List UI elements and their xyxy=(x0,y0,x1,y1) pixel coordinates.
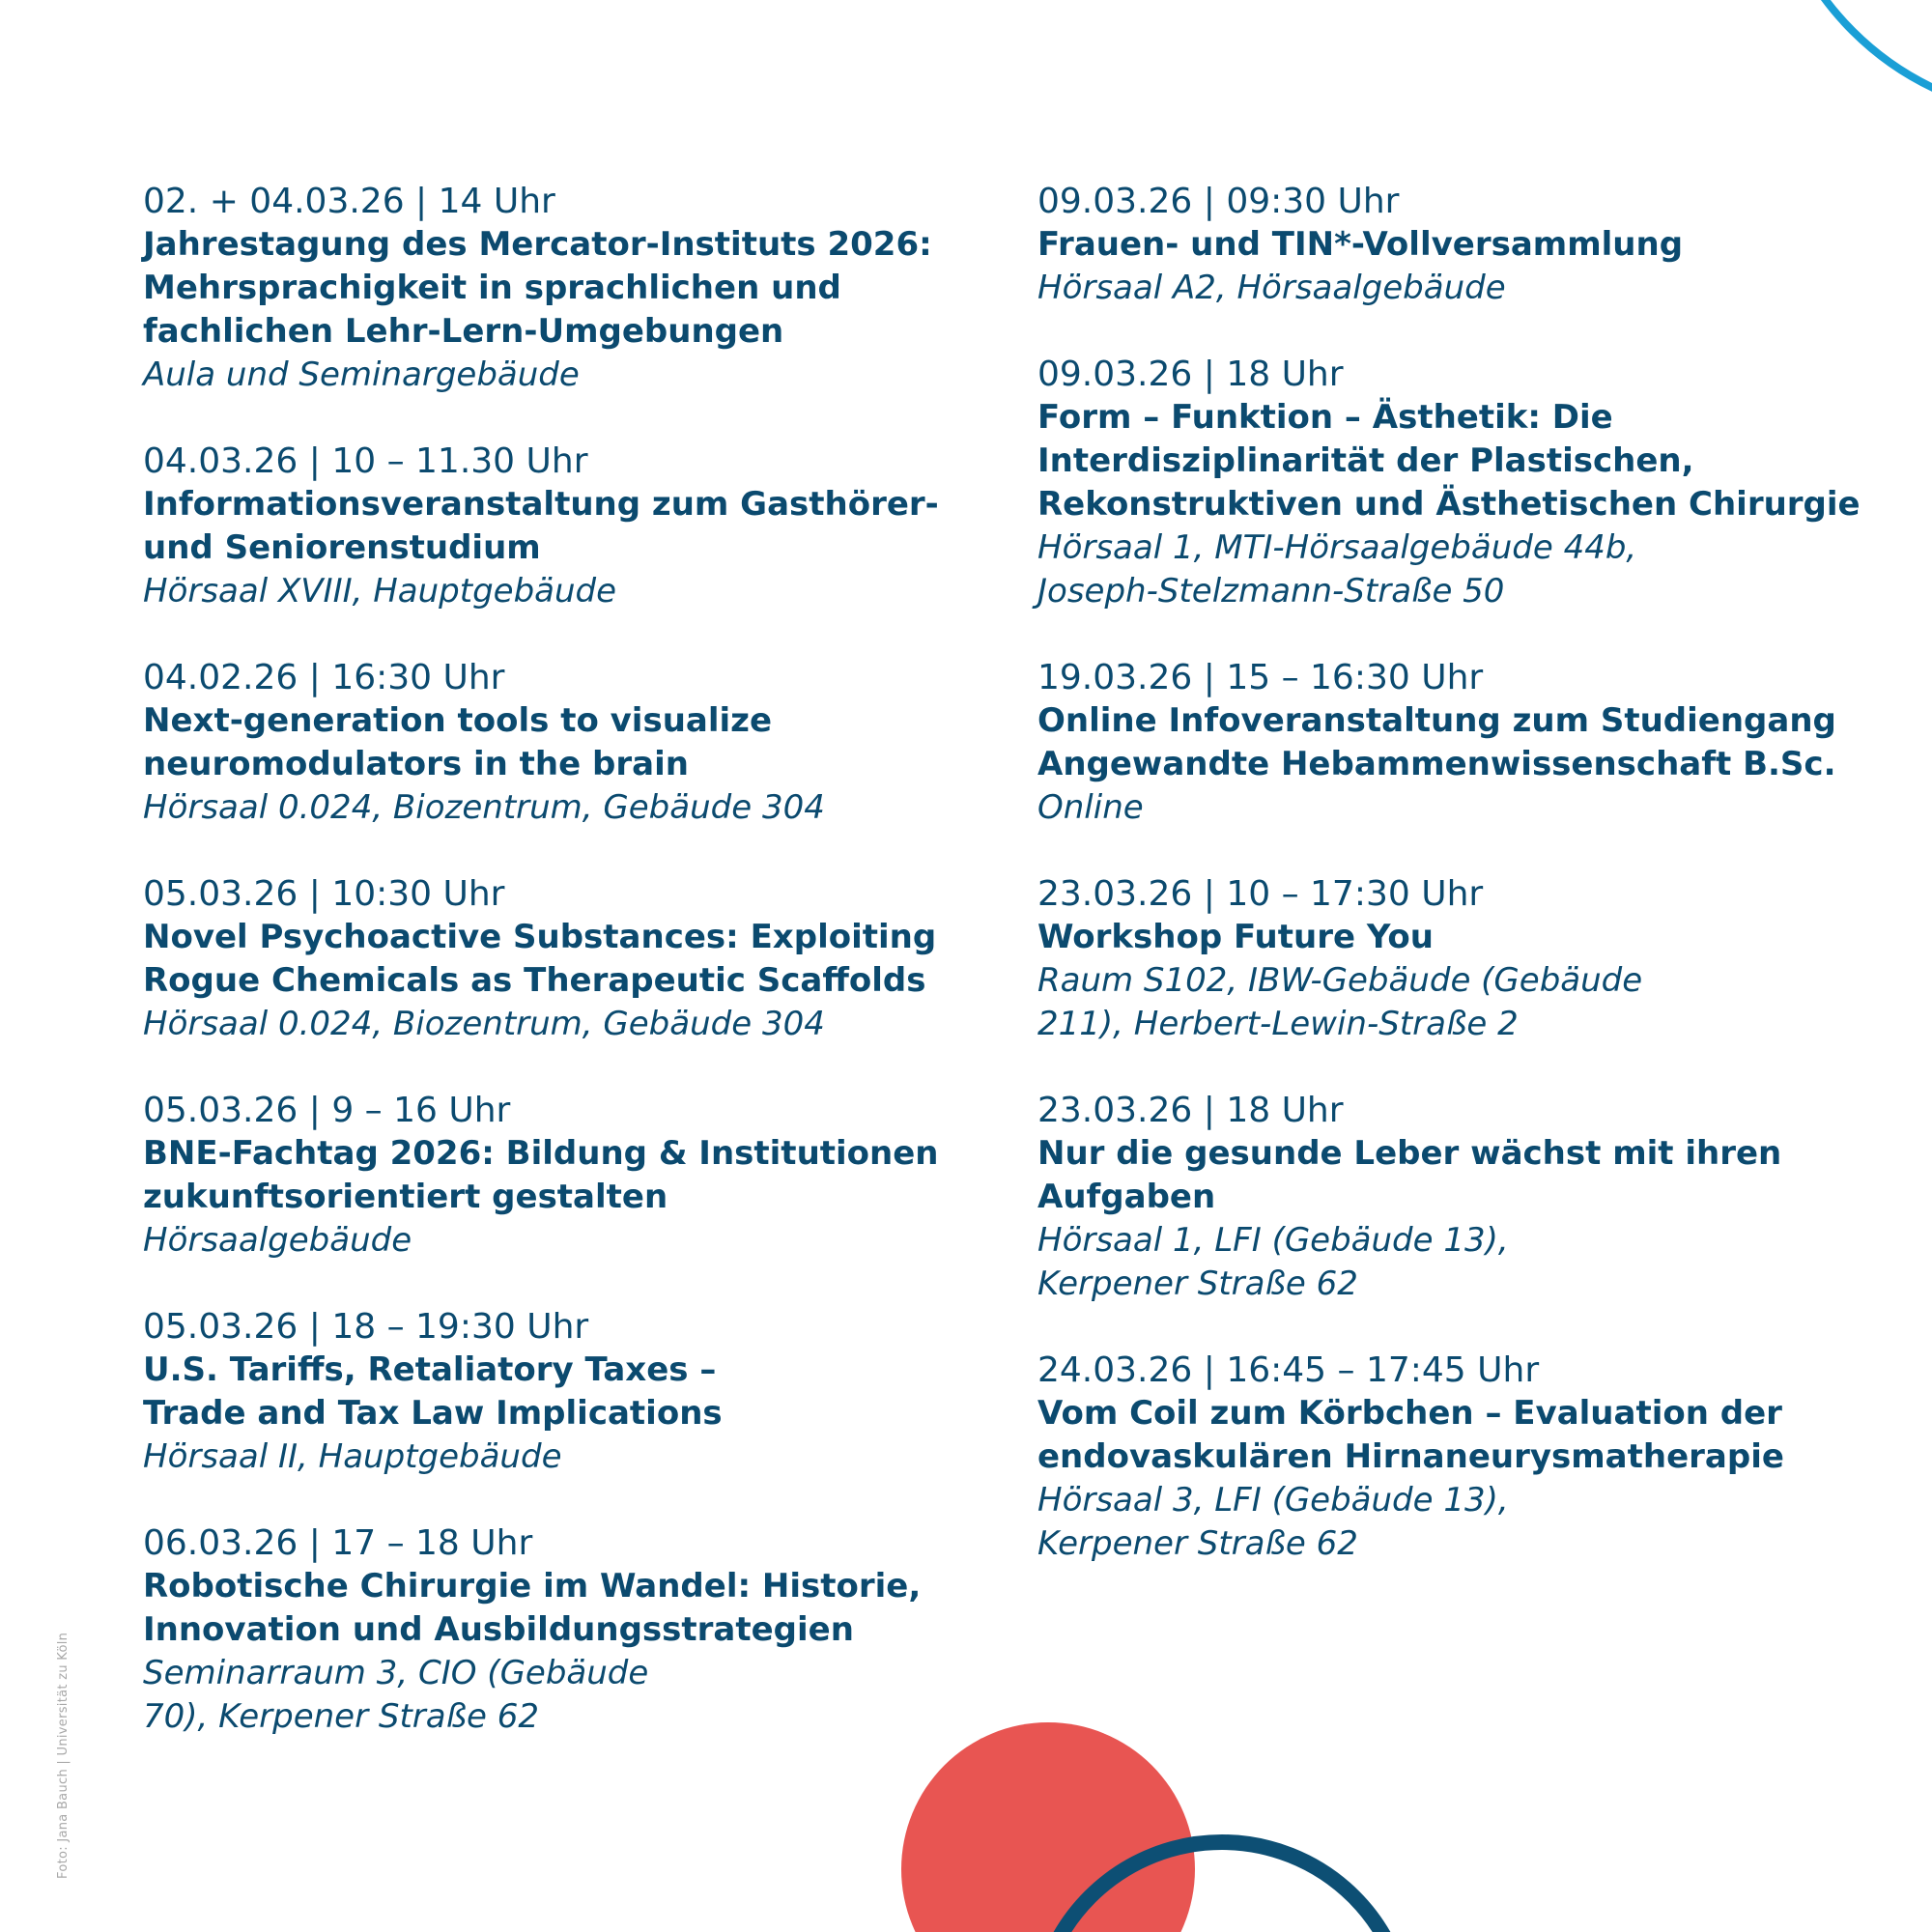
event-title-line: U.S. Tariffs, Retaliatory Taxes – xyxy=(143,1350,717,1389)
event-date-time: 02. + 04.03.26 | 14 Uhr xyxy=(143,182,555,221)
event-item xyxy=(143,1521,1032,1739)
event-location-line: Hörsaalgebäude xyxy=(143,1221,412,1260)
event-title-line: Angewandte Hebammenwissenschaft B.Sc. xyxy=(1037,745,1836,783)
event-title-line: Novel Psychoactive Substances: Exploiting xyxy=(143,918,937,956)
top-right-arc-icon xyxy=(1768,0,1932,116)
event-date-time: 06.03.26 | 17 – 18 Uhr xyxy=(143,1523,533,1563)
event-item xyxy=(1037,872,1888,1046)
event-title-line: Interdisziplinarität der Plastischen, xyxy=(1037,441,1694,480)
event-location-line: Hörsaal 0.024, Biozentrum, Gebäude 304 xyxy=(143,788,825,827)
event-location-line: Online xyxy=(1037,788,1144,827)
event-title-line: und Seniorenstudium xyxy=(143,528,541,567)
photo-credit: Foto: Jana Bauch | Universität zu Köln xyxy=(56,1632,71,1879)
event-title-line: endovaskulären Hirnaneurysmatherapie xyxy=(1037,1437,1784,1476)
event-title-line: Frauen- und TIN*-Vollversammlung xyxy=(1037,225,1684,264)
event-title-line: Rekonstruktiven und Ästhetischen Chirurgie xyxy=(1037,485,1861,524)
event-title-line: Trade and Tax Law Implications xyxy=(143,1394,723,1433)
event-location-line: 70), Kerpener Straße 62 xyxy=(143,1697,540,1736)
event-item xyxy=(143,180,1032,397)
event-date-time: 19.03.26 | 15 – 16:30 Uhr xyxy=(1037,658,1484,697)
event-item xyxy=(1037,1089,1888,1306)
event-title-line: Online Infoveranstaltung zum Studiengang xyxy=(1037,701,1836,740)
event-title-line: Nur die gesunde Leber wächst mit ihren xyxy=(1037,1134,1782,1173)
event-location-line: 211), Herbert-Lewin-Straße 2 xyxy=(1037,1005,1519,1043)
event-location-line: Hörsaal 1, LFI (Gebäude 13), xyxy=(1037,1221,1509,1260)
event-title-line: Workshop Future You xyxy=(1037,918,1434,956)
event-date-time: 24.03.26 | 16:45 – 17:45 Uhr xyxy=(1037,1350,1540,1390)
event-title-line: Mehrsprachigkeit in sprachlichen und xyxy=(143,269,841,307)
event-location-line: Hörsaal XVIII, Hauptgebäude xyxy=(143,572,617,611)
event-item xyxy=(143,872,1032,1046)
event-title-line: Rogue Chemicals as Therapeutic Scaffolds xyxy=(143,961,926,1000)
event-title-line: Next-generation tools to visualize xyxy=(143,701,772,740)
event-location-line: Kerpener Straße 62 xyxy=(1037,1264,1358,1303)
event-item xyxy=(1037,353,1888,613)
event-date-time: 05.03.26 | 18 – 19:30 Uhr xyxy=(143,1307,589,1347)
event-location-line: Kerpener Straße 62 xyxy=(1037,1524,1358,1563)
event-date-time: 09.03.26 | 18 Uhr xyxy=(1037,355,1344,394)
event-location-line: Hörsaal 3, LFI (Gebäude 13), xyxy=(1037,1481,1509,1520)
event-item xyxy=(143,656,1032,830)
event-title-line: fachlichen Lehr-Lern-Umgebungen xyxy=(143,312,784,351)
event-location-line: Joseph-Stelzmann-Straße 50 xyxy=(1037,572,1505,611)
event-title-line: Jahrestagung des Mercator-Instituts 2026: xyxy=(143,225,932,264)
event-item xyxy=(1037,656,1888,830)
event-item xyxy=(143,440,1032,613)
event-title-line: Innovation und Ausbildungsstrategien xyxy=(143,1610,854,1649)
left-event-column xyxy=(143,180,1032,1781)
event-location-line: Raum S102, IBW-Gebäude (Gebäude xyxy=(1037,961,1643,1000)
event-location-line: Hörsaal 0.024, Biozentrum, Gebäude 304 xyxy=(143,1005,825,1043)
event-date-time: 23.03.26 | 18 Uhr xyxy=(1037,1091,1344,1130)
event-date-time: 05.03.26 | 9 – 16 Uhr xyxy=(143,1091,511,1130)
event-date-time: 23.03.26 | 10 – 17:30 Uhr xyxy=(1037,874,1484,914)
event-item xyxy=(1037,1349,1888,1566)
event-item xyxy=(143,1089,1032,1263)
event-location-line: Hörsaal A2, Hörsaalgebäude xyxy=(1037,269,1506,307)
event-title-line: zukunftsorientiert gestalten xyxy=(143,1178,668,1216)
event-location-line: Seminarraum 3, CIO (Gebäude xyxy=(143,1654,649,1692)
event-title-line: neuromodulators in the brain xyxy=(143,745,689,783)
right-event-column xyxy=(1037,180,1888,1608)
event-title-line: Vom Coil zum Körbchen – Evaluation der xyxy=(1037,1394,1782,1433)
event-title-line: Robotische Chirurgie im Wandel: Historie, xyxy=(143,1567,922,1605)
event-location-line: Hörsaal II, Hauptgebäude xyxy=(143,1437,562,1476)
event-date-time: 09.03.26 | 09:30 Uhr xyxy=(1037,182,1400,221)
event-title-line: Form – Funktion – Ästhetik: Die xyxy=(1037,398,1613,437)
event-title-line: Informationsveranstaltung zum Gasthörer- xyxy=(143,485,939,524)
event-title-line: Aufgaben xyxy=(1037,1178,1216,1216)
event-title-line: BNE-Fachtag 2026: Bildung & Institutionen xyxy=(143,1134,939,1173)
event-date-time: 05.03.26 | 10:30 Uhr xyxy=(143,874,505,914)
event-item xyxy=(143,1305,1032,1479)
event-item xyxy=(1037,180,1888,310)
event-location-line: Aula und Seminargebäude xyxy=(143,355,580,394)
event-date-time: 04.03.26 | 10 – 11.30 Uhr xyxy=(143,441,588,481)
event-date-time: 04.02.26 | 16:30 Uhr xyxy=(143,658,505,697)
event-location-line: Hörsaal 1, MTI-Hörsaalgebäude 44b, xyxy=(1037,528,1637,567)
